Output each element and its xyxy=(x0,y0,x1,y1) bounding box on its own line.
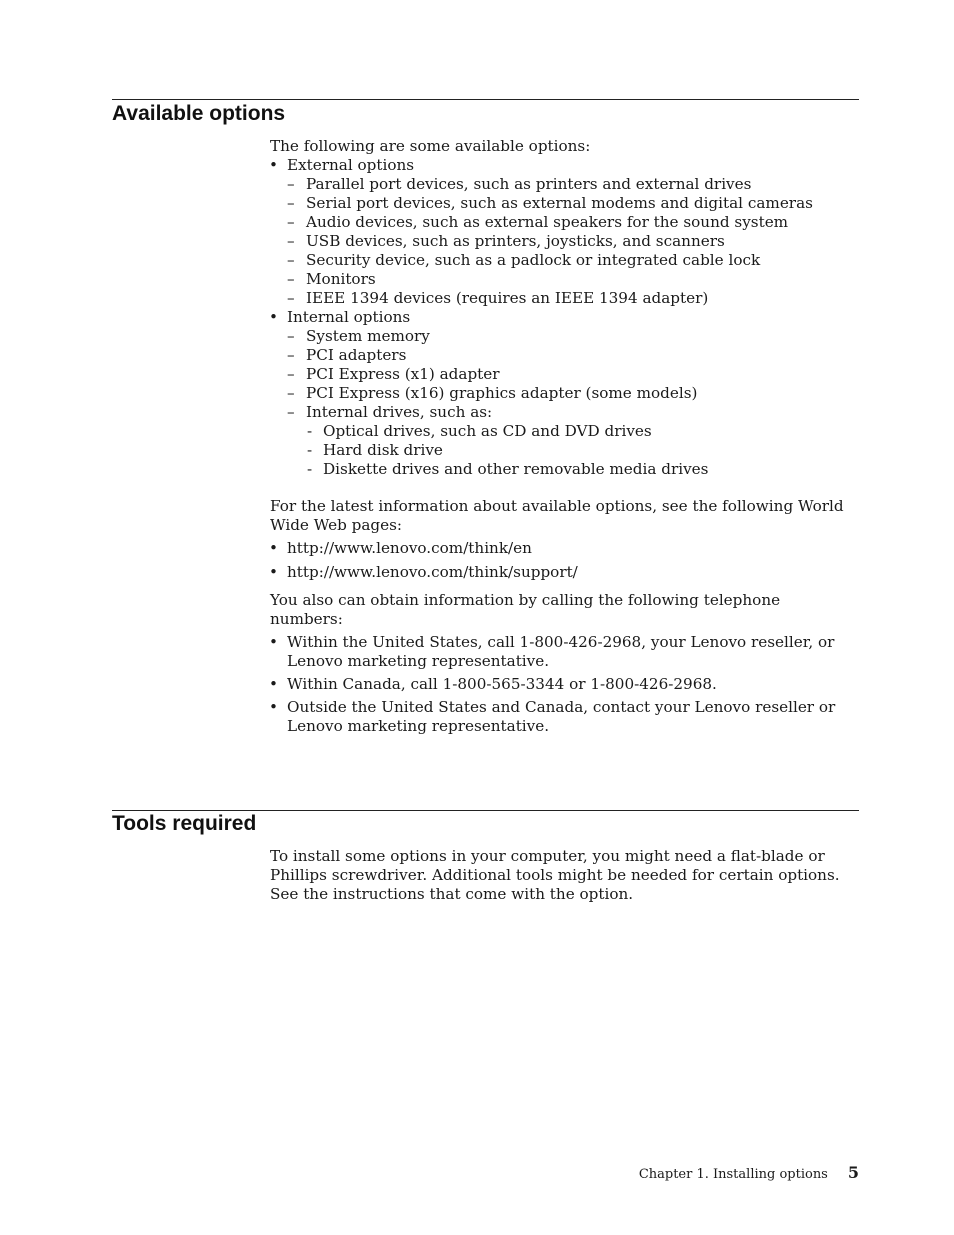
url-list-item: • http://www.lenovo.com/think/en xyxy=(269,539,532,557)
tools-paragraph: To install some options in your computer, you might need a flat-blade or Phillips screwdriver. Additional tools might be needed for certain options. See the instructions that come with the option. xyxy=(270,847,840,903)
available-options-body xyxy=(270,137,850,736)
list-item-external-options: • External options xyxy=(269,156,415,174)
list-item: – System memory xyxy=(287,327,430,345)
list-item: – USB devices, such as printers, joysticks, and scanners xyxy=(287,232,725,250)
footer-chapter: Chapter 1. Installing options xyxy=(638,1167,828,1182)
section-rule-available-options xyxy=(112,99,859,100)
list-item: – Security device, such as a padlock or integrated cable lock xyxy=(287,251,761,269)
tools-required-body xyxy=(270,847,850,904)
heading-tools-required: Tools required xyxy=(112,812,257,835)
list-item: – Monitors xyxy=(287,270,376,288)
list-item: – IEEE 1394 devices (requires an IEEE 1394 adapter) xyxy=(287,289,709,307)
phone-list-item: • Outside the United States and Canada, contact your Lenovo reseller or Lenovo marketing representative. xyxy=(269,698,836,735)
phone-list-item: • Within Canada, call 1-800-565-3344 or 1-800-426-2968. xyxy=(269,675,717,693)
options-intro: The following are some available options: xyxy=(270,137,591,155)
url-list-item: • http://www.lenovo.com/think/support/ xyxy=(269,563,578,581)
list-item: – Serial port devices, such as external modems and digital cameras xyxy=(287,194,813,212)
heading-available-options: Available options xyxy=(112,102,286,125)
list-item: – PCI Express (x1) adapter xyxy=(287,365,500,383)
list-item: – PCI adapters xyxy=(287,346,407,364)
page-number: 5 xyxy=(847,1163,859,1182)
list-item: – Internal drives, such as: xyxy=(287,403,493,421)
list-item: – PCI Express (x16) graphics adapter (some models) xyxy=(287,384,698,402)
phone-intro-paragraph: You also can obtain information by calling the following telephone numbers: xyxy=(270,591,781,628)
page-footer xyxy=(639,1163,859,1182)
list-item: – Audio devices, such as external speakers for the sound system xyxy=(287,213,789,231)
list-item: - Hard disk drive xyxy=(307,441,443,459)
web-intro-paragraph: For the latest information about available options, see the following World Wide Web pages: xyxy=(270,497,844,534)
list-item: – Parallel port devices, such as printers and external drives xyxy=(287,175,752,193)
list-item: - Optical drives, such as CD and DVD drives xyxy=(307,422,652,440)
phone-list-item: • Within the United States, call 1-800-426-2968, your Lenovo reseller, or Lenovo marketing representative. xyxy=(269,633,835,670)
list-item-internal-options: • Internal options xyxy=(269,308,411,326)
list-item: - Diskette drives and other removable media drives xyxy=(307,460,709,478)
